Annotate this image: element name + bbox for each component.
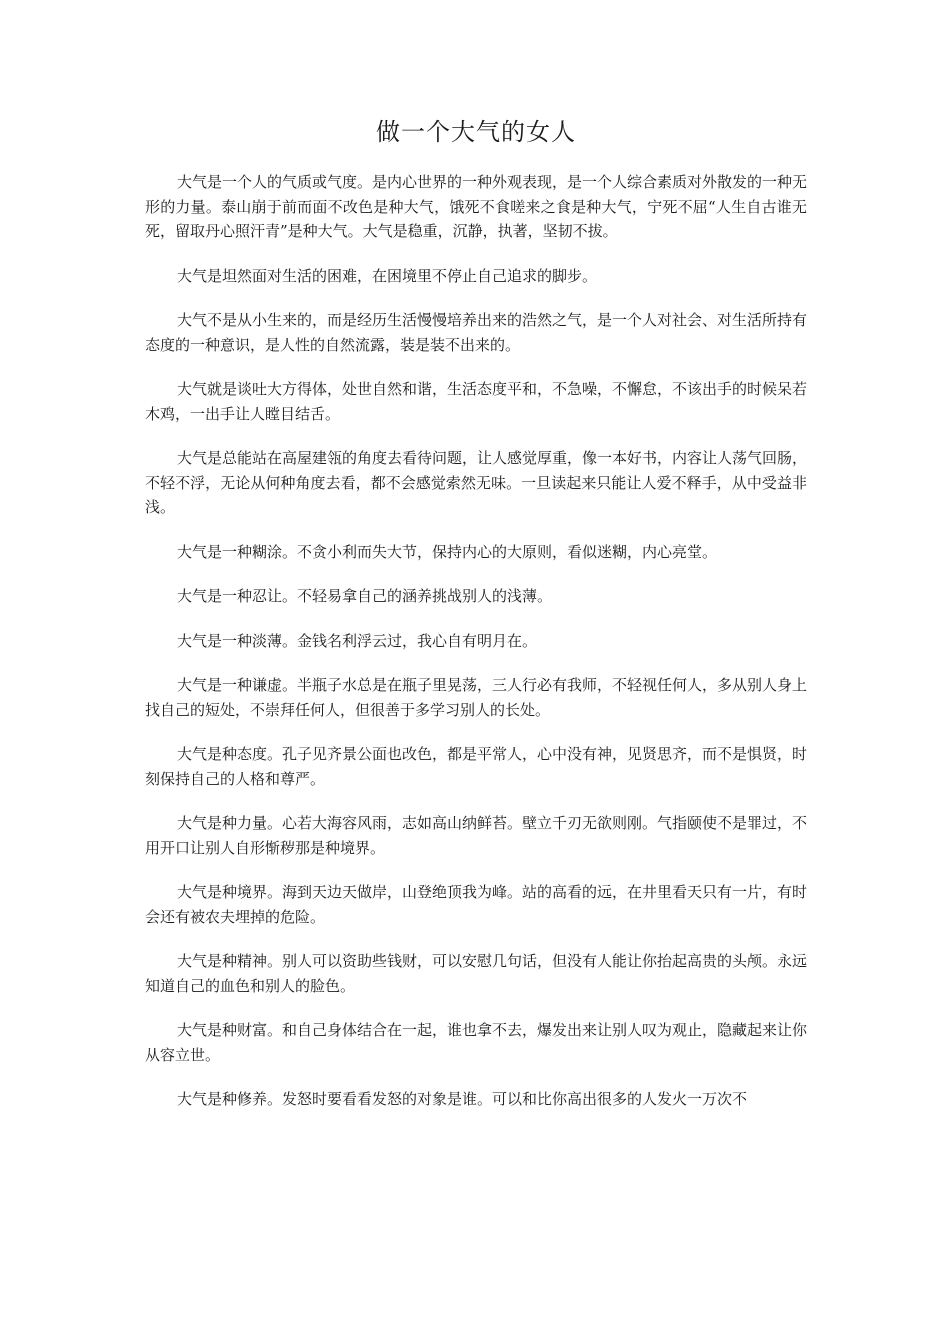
paragraph: 大气是种精神。别人可以资助些钱财，可以安慰几句话，但没有人能让你抬起高贵的头颅。永远知道自己的血色和别人的脸色。 <box>145 952 808 995</box>
document-title: 做一个大气的女人 <box>376 118 576 146</box>
paragraph: 大气是种态度。孔子见齐景公面也改色，都是平常人，心中没有神，见贤思齐，而不是惧贤，时刻保持自己的人格和尊严。 <box>145 745 808 788</box>
paragraph: 大气是一种忍让。不轻易拿自己的涵养挑战别人的浅薄。 <box>177 587 553 605</box>
document-body <box>145 170 807 1132</box>
paragraph: 大气就是谈吐大方得体，处世自然和谐，生活态度平和，不急噪，不懈怠，不该出手的时候呆若木鸡，一出手让人瞠目结舌。 <box>145 380 808 423</box>
paragraph: 大气是种境界。海到天边天做岸，山登绝顶我为峰。站的高看的远，在井里看天只有一片，有时会还有被农夫埋掉的危险。 <box>145 883 808 926</box>
paragraph: 大气是种修养。发怒时要看看发怒的对象是谁。可以和比你高出很多的人发火一万次不 <box>177 1090 748 1108</box>
paragraph: 大气是一种谦虚。半瓶子水总是在瓶子里晃荡，三人行必有我师，不轻视任何人，多从别人身上找自己的短处，不崇拜任何人，但很善于多学习别人的长处。 <box>145 676 808 719</box>
paragraph: 大气是种力量。心若大海容风雨，志如高山纳鲜苔。壁立千刃无欲则刚。气指颐使不是罪过，不用开口让别人自形惭秽那是种境界。 <box>145 814 808 857</box>
paragraph: 大气是一个人的气质或气度。是内心世界的一种外观表现，是一个人综合素质对外散发的一种无形的力量。泰山崩于前而面不改色是种大气，饿死不食嗟来之食是种大气，宁死不屈“人生自古谁无死，留取丹心照汗青”是种大气。大气是稳重，沉静，执著，坚韧不拔。 <box>145 173 808 240</box>
paragraph: 大气不是从小生来的，而是经历生活慢慢培养出来的浩然之气，是一个人对社会、对生活所持有态度的一种意识，是人性的自然流露，装是装不出来的。 <box>145 311 808 354</box>
paragraph: 大气是一种淡薄。金钱名利浮云过，我心自有明月在。 <box>177 631 538 650</box>
paragraph: 大气是总能站在高屋建瓴的角度去看待问题，让人感觉厚重，像一本好书，内容让人荡气回肠，不轻不浮，无论从何种角度去看，都不会感觉索然无味。一旦读起来只能让人爱不释手，从中受益非浅。 <box>145 449 808 516</box>
paragraph: 大气是种财富。和自己身体结合在一起，谁也拿不去，爆发出来让别人叹为观止，隐藏起来让你从容立世。 <box>145 1021 808 1064</box>
paragraph: 大气是一种糊涂。不贪小利而失大节，保持内心的大原则，看似迷糊，内心亮堂。 <box>177 542 718 561</box>
paragraph: 大气是坦然面对生活的困难，在困境里不停止自己追求的脚步。 <box>177 266 598 285</box>
